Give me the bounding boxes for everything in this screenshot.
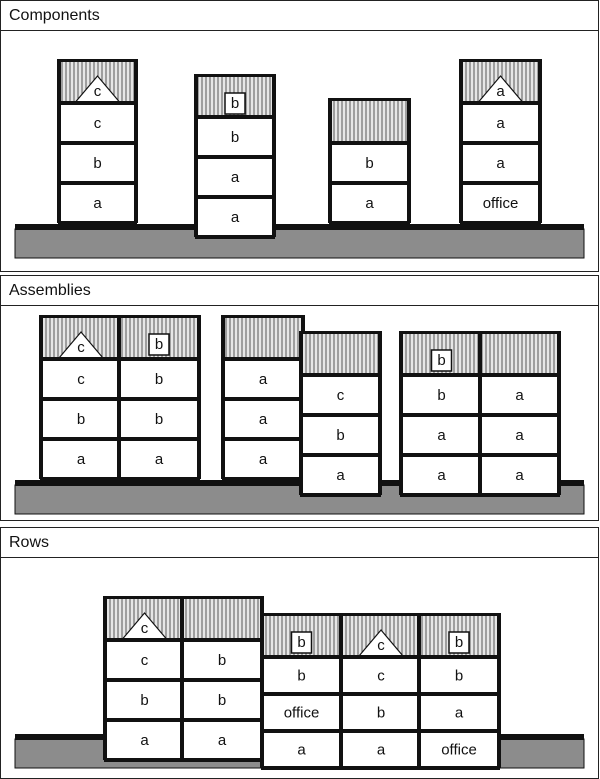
floor-slab	[479, 453, 560, 457]
floor-label: a	[258, 410, 268, 428]
floor-label: a	[515, 386, 524, 404]
roof-hatch	[480, 333, 559, 375]
floor-label: b	[297, 667, 306, 685]
floor-label: a	[297, 741, 306, 759]
floor-label: a	[437, 426, 446, 444]
floor-slab	[400, 373, 483, 377]
floor-slab	[58, 141, 137, 145]
floor-label: b	[454, 667, 464, 685]
floor-slab	[479, 373, 560, 377]
rows-panel	[0, 527, 599, 779]
building	[260, 613, 343, 770]
roof-label: c	[77, 338, 85, 356]
floor-slab	[329, 221, 410, 225]
floor-slab	[300, 413, 381, 417]
floor-slab	[300, 373, 381, 377]
floor-slab	[181, 758, 263, 762]
floor-label: a	[336, 466, 345, 484]
floor-slab	[104, 678, 185, 682]
floor-label: a	[496, 114, 505, 132]
roof-label: a	[496, 82, 505, 100]
roof-edge	[460, 59, 541, 62]
floor-slab	[300, 453, 381, 457]
floor-slab	[400, 413, 483, 417]
wall-right	[378, 331, 382, 495]
wall-left	[194, 74, 198, 237]
floor-label: office	[441, 741, 477, 759]
wall-right	[197, 315, 201, 479]
floor-slab	[418, 655, 500, 659]
roof-edge	[195, 74, 275, 77]
floor-slab	[118, 437, 200, 441]
floor-label: b	[217, 651, 227, 669]
roof-label: c	[93, 82, 102, 100]
floor-slab	[340, 692, 422, 696]
floor-slab	[460, 141, 541, 145]
roof-hatch	[182, 598, 262, 640]
assemblies-panel	[0, 275, 599, 521]
floor-label: b	[376, 704, 386, 722]
floor-label: b	[76, 410, 86, 428]
floor-slab	[104, 638, 185, 642]
floor-label: a	[365, 194, 374, 212]
floor-slab	[222, 477, 304, 481]
floor-slab	[58, 101, 137, 105]
building	[459, 59, 542, 225]
floor-label: c	[93, 114, 102, 132]
ground-fill	[15, 229, 584, 258]
components-diagram	[1, 31, 600, 271]
floor-slab	[222, 397, 304, 401]
wall-left	[117, 315, 121, 479]
floor-slab	[222, 437, 304, 441]
wall-left	[328, 98, 332, 223]
wall-left	[180, 596, 184, 760]
roof-hatch	[223, 317, 303, 359]
wall-right	[407, 98, 411, 223]
floor-slab	[181, 718, 263, 722]
wall-left	[260, 613, 264, 768]
roof-label: c	[377, 636, 385, 654]
roof-edge	[58, 59, 137, 62]
building	[299, 331, 382, 497]
floor-slab	[181, 638, 263, 642]
floor-slab	[118, 397, 200, 401]
building	[339, 613, 423, 770]
floor-label: c	[140, 651, 149, 669]
floor-label: a	[515, 426, 524, 444]
floor-label: b	[230, 128, 240, 146]
floor-slab	[460, 101, 541, 105]
wall-left	[339, 613, 343, 768]
floor-slab	[418, 692, 500, 696]
floor-slab	[460, 181, 541, 185]
floor-label: b	[140, 691, 149, 709]
floor-slab	[340, 729, 422, 733]
wall-left	[417, 613, 421, 768]
roof-edge	[118, 315, 200, 318]
floor-slab	[104, 718, 185, 722]
floor-label: a	[515, 466, 524, 484]
rows-diagram	[1, 558, 600, 778]
roof-edge	[40, 315, 122, 318]
roof-label: b	[297, 633, 306, 651]
floor-slab	[195, 115, 275, 119]
roof-hatch	[301, 333, 380, 375]
floor-slab	[181, 678, 263, 682]
floor-slab	[195, 195, 275, 199]
roof-edge	[479, 331, 560, 334]
assemblies-diagram	[1, 306, 600, 520]
building	[328, 98, 411, 225]
floor-slab	[40, 477, 122, 481]
components-title: Components	[1, 1, 598, 31]
floor-slab	[261, 692, 342, 696]
floor-label: a	[217, 731, 227, 749]
wall-left	[39, 315, 43, 479]
floor-slab	[104, 758, 185, 762]
floor-label: a	[230, 168, 240, 186]
floor-label: b	[365, 154, 374, 172]
building	[194, 74, 276, 239]
wall-right	[134, 59, 138, 223]
roof-edge	[104, 596, 185, 599]
building	[39, 315, 123, 481]
wall-left	[57, 59, 61, 223]
floor-label: b	[217, 691, 227, 709]
floor-slab	[300, 493, 381, 497]
floor-label: a	[93, 194, 102, 212]
wall-left	[299, 331, 303, 495]
building	[117, 315, 201, 481]
building	[103, 596, 186, 762]
floor-slab	[329, 181, 410, 185]
floor-slab	[118, 477, 200, 481]
roof-label: b	[437, 351, 446, 369]
floor-slab	[40, 357, 122, 361]
floor-label: c	[77, 370, 85, 388]
wall-left	[103, 596, 107, 760]
floor-slab	[479, 413, 560, 417]
floor-slab	[58, 221, 137, 225]
wall-left	[459, 59, 463, 223]
roof-label: c	[140, 619, 149, 637]
floor-label: a	[230, 208, 240, 226]
floor-label: a	[376, 741, 386, 759]
floor-slab	[400, 493, 483, 497]
floor-slab	[418, 729, 500, 733]
floor-label: b	[154, 410, 164, 428]
wall-right	[557, 331, 561, 495]
floor-slab	[222, 357, 304, 361]
floor-label: a	[258, 450, 268, 468]
floor-label: office	[283, 704, 320, 722]
roof-edge	[222, 315, 304, 318]
floor-slab	[118, 357, 200, 361]
floor-slab	[40, 397, 122, 401]
floor-slab	[400, 453, 483, 457]
floor-label: b	[93, 154, 102, 172]
roof-label: b	[230, 94, 240, 112]
floor-slab	[195, 155, 275, 159]
floor-slab	[261, 655, 342, 659]
roof-edge	[340, 613, 422, 616]
building	[417, 613, 501, 770]
roof-edge	[329, 98, 410, 101]
roof-edge	[300, 331, 381, 334]
floor-label: a	[437, 466, 446, 484]
floor-label: c	[377, 667, 385, 685]
rows-title: Rows	[1, 528, 598, 558]
floor-label: b	[154, 370, 164, 388]
floor-slab	[329, 141, 410, 145]
floor-label: a	[454, 704, 464, 722]
wall-right	[497, 613, 501, 768]
floor-slab	[261, 729, 342, 733]
roof-label: b	[454, 633, 464, 651]
floor-slab	[195, 235, 275, 239]
wall-left	[478, 331, 482, 495]
building	[57, 59, 138, 225]
wall-right	[272, 74, 276, 237]
floor-slab	[460, 221, 541, 225]
floor-label: a	[496, 154, 505, 172]
floor-slab	[58, 181, 137, 185]
wall-right	[538, 59, 542, 223]
wall-left	[221, 315, 225, 479]
floor-label: a	[154, 450, 164, 468]
floor-label: a	[258, 370, 268, 388]
floor-label: office	[482, 194, 519, 212]
roof-edge	[418, 613, 500, 616]
roof-hatch	[330, 100, 409, 143]
roof-label: b	[154, 335, 164, 353]
building	[399, 331, 484, 497]
floor-slab	[261, 766, 342, 770]
components-panel	[0, 0, 599, 272]
roof-edge	[261, 613, 342, 616]
floor-label: b	[437, 386, 446, 404]
floor-label: a	[76, 450, 86, 468]
floor-label: b	[336, 426, 345, 444]
floor-slab	[40, 437, 122, 441]
roof-edge	[400, 331, 483, 334]
floor-slab	[418, 766, 500, 770]
roof-edge	[181, 596, 263, 599]
floor-slab	[340, 766, 422, 770]
wall-left	[399, 331, 403, 495]
floor-label: a	[140, 731, 149, 749]
building	[221, 315, 305, 481]
building	[478, 331, 561, 497]
floor-slab	[340, 655, 422, 659]
floor-label: c	[336, 386, 345, 404]
floor-slab	[479, 493, 560, 497]
assemblies-title: Assemblies	[1, 276, 598, 306]
building	[180, 596, 264, 762]
